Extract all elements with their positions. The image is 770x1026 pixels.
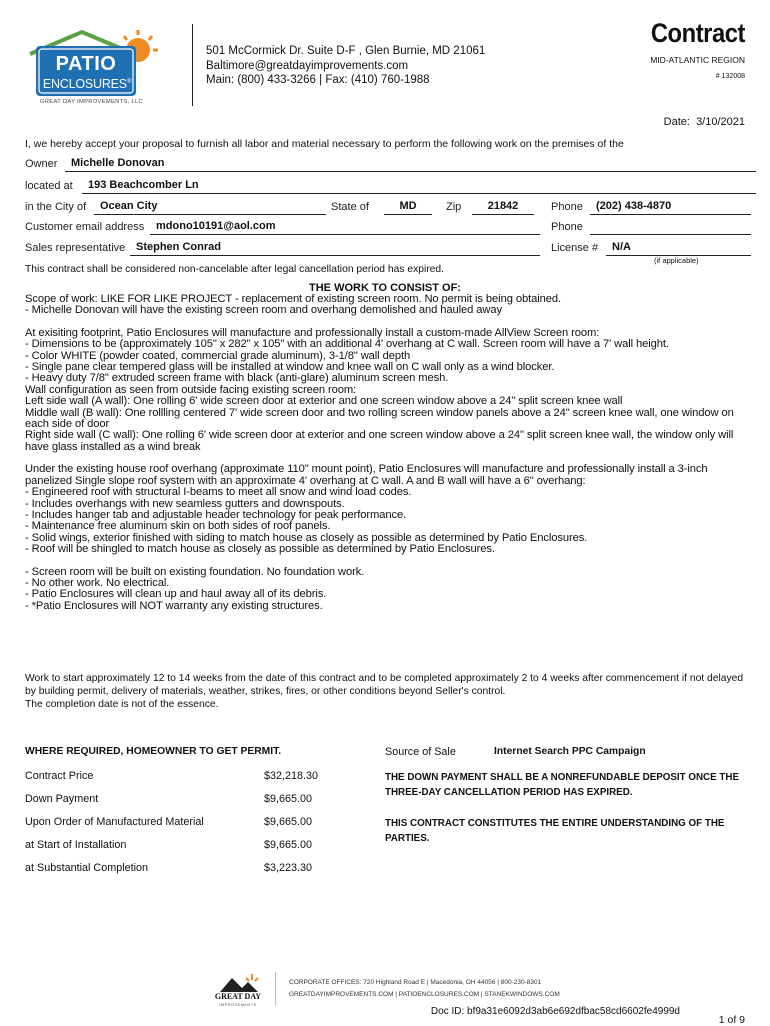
payment-amount: $3,223.30 [264,862,313,874]
doc-id: Doc ID: bf9a31e6092d3ab6e692dfbac58cd6602fe4999d [430,1006,680,1017]
scope-of-work [25,294,750,612]
scope-line: - Color WHITE (powder coated, commercial grade aluminum), 3-1/8" wall depth [25,349,411,362]
scope-line: - No other work. No electrical. [25,576,170,589]
scope-line: At exisiting footprint, Patio Enclosures will manufacture and professionally install a custom-made AllView Screen room: [25,326,600,339]
phone2-label: Phone [551,221,583,233]
state-label: State of [331,201,369,213]
scope-line: - Single pane clear tempered glass will be installed at window and knee wall on C wall only as a wind blocker. [25,361,555,374]
patio-enclosures-logo [22,22,172,108]
customer-email-field[interactable]: mdono10191@aol.com [150,220,540,235]
zip-label: Zip [446,201,462,213]
scope-line: - Engineered roof with structural I-beams to meet all snow and wind load codes. [25,486,412,499]
payment-label: at Substantial Completion [25,862,149,874]
address-field[interactable]: 193 Beachcomber Ln [82,179,756,194]
date-label: Date: [663,116,690,128]
schedule-terms [25,672,750,711]
contract-number: # 132008 [715,73,745,80]
completion-note: The completion date is not of the essence. [25,699,219,710]
work-heading: THE WORK TO CONSIST OF: [309,282,461,294]
page-title: Contract [650,18,745,48]
scope-gap [25,556,750,567]
scope-line: - Maintenance free aluminum skin on both sides of roof panels. [25,520,331,533]
payment-label: Upon Order of Manufactured Material [25,816,204,828]
scope-line: - Patio Enclosures will clean up and haul away all of its debris. [25,588,327,601]
great-day-logo [208,972,268,1012]
phone-label: Phone [551,201,583,213]
payment-amount: $9,665.00 [264,839,313,851]
logo-word-patio: PATIO [55,53,117,75]
scope-line: Wall configuration as seen from outside facing existing screen room: [25,383,357,396]
entire-agreement-notice: THIS CONTRACT CONSTITUTES THE ENTIRE UNDERSTANDING OF THE PARTIES. [385,818,725,844]
source-label: Source of Sale [385,746,456,758]
rep-label: Sales representative [25,242,126,254]
deposit-notice: THE DOWN PAYMENT SHALL BE A NONREFUNDABLE DEPOSIT ONCE THE THREE-DAY CANCELLATION PERIOD HAS EXPIRED. [385,772,739,798]
owner-label: Owner [25,158,58,170]
date-value: 3/10/2021 [696,116,745,128]
logo-word-enclosures: ENCLOSURES® [42,77,132,92]
scope-line: Scope of work: LIKE FOR LIKE PROJECT - replacement of existing screen room. No permit is being obtained. [25,293,561,305]
intro-text: I, we hereby accept your proposal to furnish all labor and material necessary to perform the following work on the premises of the [25,138,624,150]
payment-amount: $32,218.30 [264,770,319,782]
located-label: located at [25,180,73,192]
scope-line: - Solid wings, exterior finished with siding to match house as closely as possible as determined by Patio Enclosures. [25,531,588,544]
header-divider [192,24,193,106]
scope-line: - Roof will be shingled to match house as closely as possible as determined by Patio Enclosures. [25,543,495,556]
license-label: License # [551,242,599,254]
phone2-field[interactable] [590,220,751,235]
logo-tagline: GREAT DAY IMPROVEMENTS, LLC [40,99,144,105]
payment-amount: $9,665.00 [264,793,313,805]
scope-line: Under the existing house roof overhang (approximate 110" mount point), Patio Enclosures will manufacture and professionally install a 3-inch panelized Single slope roof system with an approximate 4' overhang at C wall. A and B wall will have a 6" overhang: [25,463,708,487]
noncancel-note: This contract shall be considered non-cancelable after legal cancellation period has expired. [25,264,444,275]
owner-field[interactable]: Michelle Donovan [65,157,756,172]
license-field[interactable]: N/A [606,241,751,256]
permit-note: WHERE REQUIRED, HOMEOWNER TO GET PERMIT. [25,746,282,757]
scope-line: - Heavy duty 7/8" extruded screen frame with black (anti-glare) aluminum screen mesh. [25,372,449,385]
schedule-text: Work to start approximately 12 to 14 weeks from the date of this contract and to be completed approximately 2 to 4 weeks after commencement if not delayed by building permit, delivery of materials, weather, strikes, fires, or other conditions beyond Seller's control. [25,673,744,697]
city-field[interactable]: Ocean City [94,200,326,215]
payment-label: Contract Price [25,770,94,782]
scope-line: Right side wall (C wall): One rolling 6' wide screen door at exterior and one screen window above a 24" split screen knee wall, the window only will have glass installed as a wind break [25,429,734,453]
great-day-subtext: IMPROVEMENTS [219,1002,257,1007]
corporate-offices: CORPORATE OFFICES: 720 Highland Road E | Macedonia, OH 44056 | 800-230-8301 [289,979,542,986]
email-label: Customer email address [25,221,145,233]
address-line: 501 McCormick Dr. Suite D-F , Glen Burnie, MD 21061 [206,45,486,57]
scope-line: Left side wall (A wall): One rolling 6' wide screen door at exterior and one screen window above a 24" split screen knee wall [25,395,623,408]
scope-line: - Dimensions to be (approximately 105" x 282" x 105" with an additional 4' overhang at C wall. Screen room will have a 7' wall height. [25,338,669,351]
source-value: Internet Search PPC Campaign [494,746,646,757]
contract-date [664,116,745,128]
footer-divider [275,972,276,1006]
scope-line: - Includes overhangs with new seamless gutters and downspouts. [25,497,345,510]
payment-label: at Start of Installation [25,839,127,851]
city-label: in the City of [25,201,87,213]
license-note: (if applicable) [654,256,699,265]
scope-line: - Includes hanger tab and adjustable header technology for peak performance. [25,508,407,521]
region-label: MID-ATLANTIC REGION [650,55,745,65]
great-day-text: GREAT DAY [214,992,262,1001]
phone-line: Main: (800) 433-3266 | Fax: (410) 760-1988 [206,74,430,86]
phone-field[interactable]: (202) 438-4870 [590,200,751,215]
zip-field[interactable]: 21842 [472,200,534,215]
payment-label: Down Payment [25,793,99,805]
footer-websites[interactable]: GREATDAYIMPROVEMENTS.COM | PATIOENCLOSURES.COM | STANEKWINDOWS.COM [289,991,560,998]
email-line[interactable]: Baltimore@greatdayimprovements.com [206,59,409,72]
scope-line: Middle wall (B wall): One rollling centered 7' wide screen door and two rolling screen window panels above a 24" screen knee wall, one window on each side of door [25,406,734,431]
scope-line: - *Patio Enclosures will NOT warranty any existing structures. [25,599,323,612]
scope-line: - Michelle Donovan will have the existing screen room and overhang demolished and hauled away [25,304,503,317]
payment-amount: $9,665.00 [264,816,313,828]
company-address [206,44,485,88]
state-field[interactable]: MD [384,200,432,215]
scope-line: - Screen room will be built on existing foundation. No foundation work. [25,565,365,578]
sales-rep-field[interactable]: Stephen Conrad [130,241,540,256]
page-number: 1 of 9 [718,1014,745,1026]
